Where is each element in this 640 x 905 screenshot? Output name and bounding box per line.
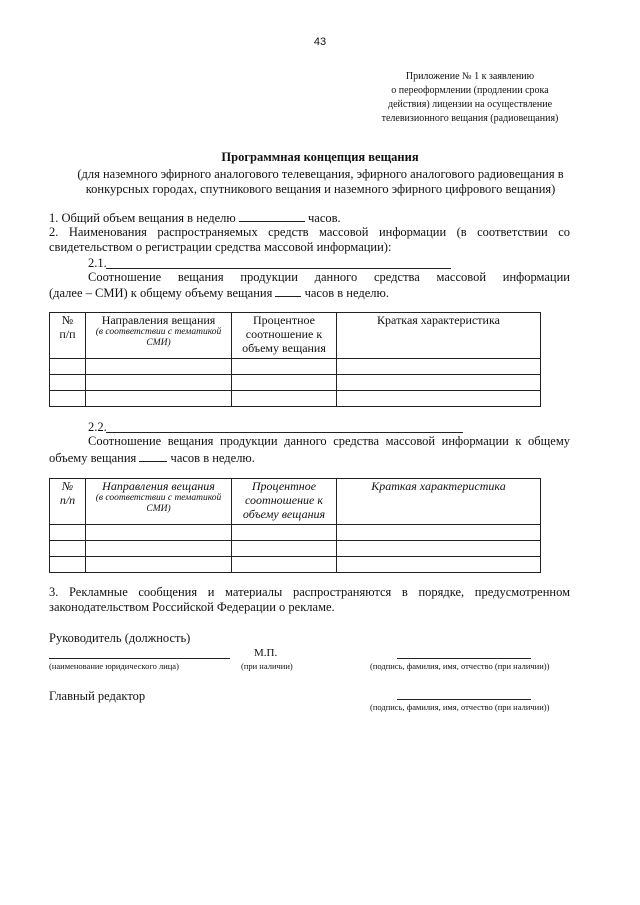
head-signature-caption: (подпись, фамилия, имя, отчество (при наличии))	[370, 661, 550, 671]
table-cell[interactable]	[232, 525, 337, 541]
table-cell[interactable]	[86, 557, 232, 573]
item-2-2-prefix: объему вещания	[49, 451, 137, 465]
table-cell[interactable]	[232, 375, 337, 391]
item-1	[49, 210, 341, 226]
table-cell[interactable]	[337, 391, 541, 407]
head-label: Руководитель (должность)	[49, 631, 191, 645]
table-cell[interactable]	[86, 525, 232, 541]
mp-caption: (при наличии)	[241, 661, 293, 671]
table-cell[interactable]	[232, 391, 337, 407]
table-cell[interactable]	[232, 359, 337, 375]
table-header-row	[50, 479, 541, 525]
org-name-line[interactable]	[49, 658, 230, 659]
item-2-line-2: свидетельством о регистрации средства массовой информации):	[49, 240, 392, 254]
table-cell[interactable]	[337, 557, 541, 573]
item-2-1-line-2	[49, 285, 389, 301]
header-direction-label: Направления вещания	[102, 479, 215, 493]
media-name-blank-1[interactable]	[106, 268, 451, 269]
table-cell[interactable]	[50, 525, 86, 541]
table-cell[interactable]	[86, 541, 232, 557]
item-2-1-prefix: (далее – СМИ) к общему объему вещания	[49, 286, 273, 300]
table-cell[interactable]	[337, 375, 541, 391]
appendix-note	[360, 70, 580, 126]
header-percent: Процентное соотношение к объему вещания	[232, 313, 337, 359]
table-cell[interactable]	[86, 359, 232, 375]
table-cell[interactable]	[50, 375, 86, 391]
item-2-2-suffix: часов в неделю.	[170, 451, 255, 465]
item-2-2-line-2	[49, 450, 255, 466]
item-2-line-1: 2. Наименования распространяемых средств массовой информации (в соответствии со	[49, 225, 570, 239]
header-direction-note: (в соответствии с тематикой СМИ)	[95, 493, 222, 514]
table-row	[50, 525, 541, 541]
editor-label: Главный редактор	[49, 689, 146, 703]
head-signature-line[interactable]	[397, 658, 531, 659]
table-row	[50, 541, 541, 557]
header-direction	[86, 479, 232, 525]
table-cell[interactable]	[232, 557, 337, 573]
header-no: № п/п	[50, 479, 86, 525]
item-2-1-suffix: часов в неделю.	[304, 286, 389, 300]
table-row	[50, 359, 541, 375]
hours-media-blank-2[interactable]	[139, 450, 167, 462]
header-direction-label: Направления вещания	[101, 313, 216, 327]
appendix-line: действия) лицензии на осуществление	[387, 99, 553, 110]
header-no: № п/п	[50, 313, 86, 359]
item-3-line-1: 3. Рекламные сообщения и материалы распространяются в порядке, предусмотренном	[49, 585, 570, 599]
broadcast-table-2	[49, 478, 541, 573]
table-row	[50, 391, 541, 407]
table-header-row	[50, 313, 541, 359]
appendix-line: о переоформлении (продлении срока	[391, 85, 549, 96]
item-2-2-label: 2.2.	[88, 420, 107, 434]
table-cell[interactable]	[50, 391, 86, 407]
editor-signature-caption: (подпись, фамилия, имя, отчество (при наличии))	[370, 702, 550, 712]
broadcast-table-1	[49, 312, 541, 407]
item-1-suffix: часов.	[308, 211, 341, 225]
header-brief: Краткая характеристика	[337, 313, 541, 359]
table-cell[interactable]	[50, 541, 86, 557]
header-direction	[86, 313, 232, 359]
hours-total-blank[interactable]	[239, 210, 305, 222]
header-direction-note: (в соответствии с тематикой СМИ)	[95, 327, 222, 348]
item-2-1-label: 2.1.	[88, 256, 107, 270]
table-cell[interactable]	[86, 375, 232, 391]
table-row	[50, 375, 541, 391]
document-title: Программная концепция вещания	[221, 150, 419, 164]
header-percent: Процентное соотношение к объему вещания	[232, 479, 337, 525]
media-name-blank-2[interactable]	[106, 432, 463, 433]
table-row	[50, 557, 541, 573]
org-caption: (наименование юридического лица)	[49, 661, 179, 671]
table-cell[interactable]	[86, 391, 232, 407]
item-2-2-line-1: Соотношение вещания продукции данного средства массовой информации к общему	[88, 434, 570, 448]
table-cell[interactable]	[337, 359, 541, 375]
item-3-line-2: законодательством Российской Федерации о рекламе.	[49, 600, 335, 614]
item-2-1-line-1: Соотношение вещания продукции данного средства массовой информации	[88, 270, 570, 284]
editor-signature-line[interactable]	[397, 699, 531, 700]
header-brief: Краткая характеристика	[337, 479, 541, 525]
appendix-line: телевизионного вещания (радиовещания)	[381, 113, 559, 124]
table-cell[interactable]	[50, 557, 86, 573]
hours-media-blank-1[interactable]	[275, 285, 301, 297]
document-subtitle: (для наземного эфирного аналогового телевещания, эфирного аналогового радиовещания в конкурсных городах, спутникового вещания и наземного эфирного цифрового вещания)	[77, 167, 564, 196]
item-1-prefix: 1. Общий объем вещания в неделю	[49, 211, 236, 225]
table-cell[interactable]	[50, 359, 86, 375]
table-cell[interactable]	[337, 541, 541, 557]
table-cell[interactable]	[337, 525, 541, 541]
page-number: 43	[313, 36, 327, 48]
table-cell[interactable]	[232, 541, 337, 557]
appendix-line: Приложение № 1 к заявлению	[405, 71, 535, 82]
mp-label: М.П.	[254, 647, 278, 659]
